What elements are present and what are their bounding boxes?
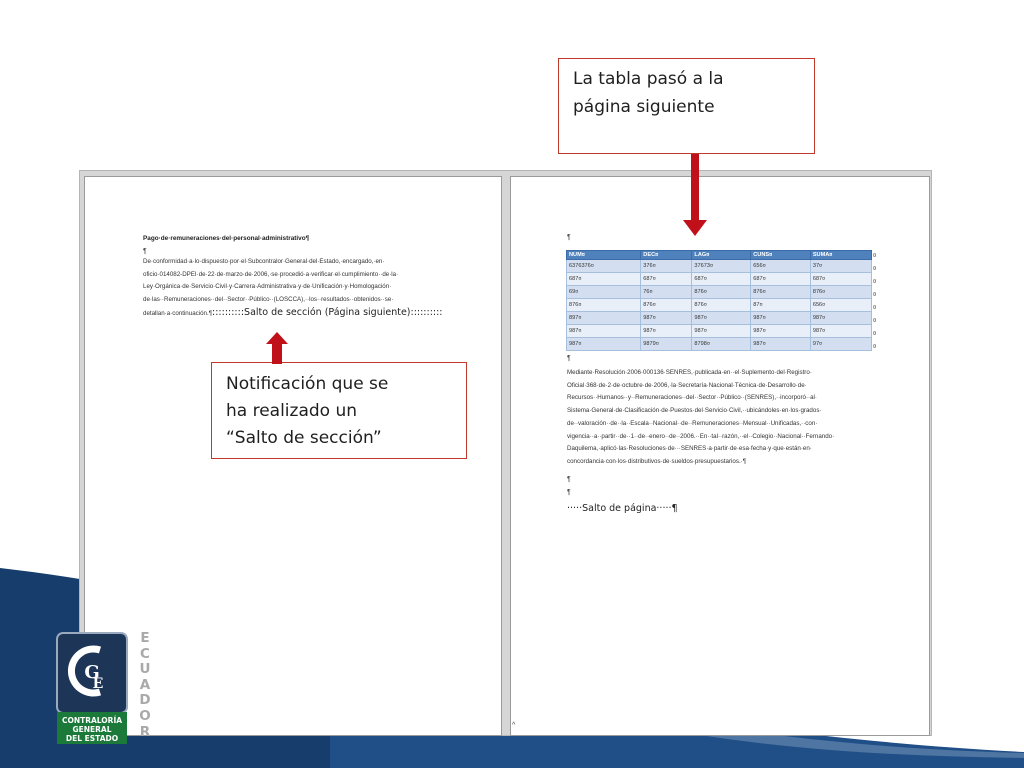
column-header: SUMA¤: [810, 251, 871, 260]
paragraph-line: vigencia··a··partir··de··1··de··enero··de··2006.··En··tal··razón,··el··Colegio··Nacional··Fernando·: [567, 432, 835, 440]
arrow-up-icon: [264, 330, 294, 364]
pilcrow-mark: ¶: [567, 476, 571, 483]
row-end-mark: ¤: [873, 253, 877, 259]
table-row: [567, 299, 872, 312]
table-row: [567, 325, 872, 338]
logo-org-line1: CONTRALORÍA: [61, 716, 123, 725]
paragraph-last-line: [143, 307, 446, 321]
callout-text-line: La tabla pasó a la: [573, 69, 724, 89]
callout-table-moved: [558, 58, 815, 154]
ecuador-letter: U: [139, 661, 151, 678]
row-end-mark: ¤: [873, 331, 877, 337]
ecuador-letter: D: [139, 692, 151, 709]
table-cell: 876¤: [692, 299, 751, 312]
table-cell: 97¤: [810, 338, 871, 351]
logo-org-line2: GENERAL: [72, 725, 112, 734]
ecuador-letter: C: [140, 645, 150, 662]
row-end-mark: ¤: [873, 318, 877, 324]
ecuador-letter: O: [139, 707, 151, 724]
table-cell: 987¤: [810, 312, 871, 325]
paragraph-line: de·las··Remuneraciones··del··Sector··Público··(LOSCCA),··los··resultados··obtenidos··se·: [143, 296, 394, 304]
row-end-mark: ¤: [873, 305, 877, 311]
pilcrow-mark: ¶: [567, 355, 571, 362]
svg-text:G: G: [84, 662, 100, 683]
table-cell: 69¤: [567, 286, 641, 299]
table-cell: 6376376¤: [567, 260, 641, 273]
table-cell: 987¤: [641, 312, 692, 325]
table-cell: 987¤: [567, 325, 641, 338]
table-cell: 876¤: [641, 299, 692, 312]
table-cell: 897¤: [567, 312, 641, 325]
section-break-marker: ::::::::::Salto de sección (Página siguiente)::::::::::: [212, 306, 443, 318]
table-cell: 987¤: [692, 312, 751, 325]
column-header: CUNS¤: [751, 251, 811, 260]
callout-text-line: Notificación que se: [226, 374, 389, 394]
pilcrow-mark: ¶: [567, 234, 571, 241]
table-cell: 987¤: [692, 325, 751, 338]
paragraph-line: Mediante·Resolución·2006·000136·SENRES,·publicada·en··el·Suplemento·del·Registro·: [567, 369, 812, 376]
arrow-down-icon: [680, 154, 710, 238]
pilcrow-mark: ¶: [567, 489, 571, 496]
paragraph-line: oficio·014082-DPEI·de·22·de·marzo·de·2006,·se·procedió·a·verificar·el·cumplimiento··de·la·: [143, 270, 399, 278]
paragraph-text: detallan·a·continuación.¶: [143, 309, 213, 317]
table-end-marks: [873, 250, 876, 354]
paragraph-line: Sistema·General·de·Clasificación·de·Puestos·del·Servicio·Civil,··ubicándoles·en·los·grados·: [567, 407, 822, 415]
table-cell: 376¤: [641, 260, 692, 273]
table-row: [567, 260, 872, 273]
table-cell: 656¤: [751, 260, 811, 273]
table-row: [567, 312, 872, 325]
ecuador-letter: A: [139, 676, 151, 693]
page-break-marker: ·····Salto de página·····¶: [567, 503, 678, 514]
section-heading: Pago·de·remuneraciones·del·personal·administrativo¶: [143, 235, 310, 242]
column-header: NUM¤: [567, 251, 641, 260]
table-cell: 987¤: [751, 338, 811, 351]
pilcrow-mark: ¶: [143, 248, 147, 255]
table-cell: 37¤: [810, 260, 871, 273]
column-header: LAG¤: [692, 251, 751, 260]
table-cell: 987¤: [810, 325, 871, 338]
column-header: DEC¤: [641, 251, 692, 260]
table-cell: 687¤: [567, 273, 641, 286]
table-row: [567, 338, 872, 351]
data-table: [566, 250, 872, 351]
svg-text:E: E: [92, 676, 104, 692]
table-cell: 876¤: [567, 299, 641, 312]
logo-org-line3: DEL ESTADO: [65, 734, 119, 743]
row-end-mark: ¤: [873, 344, 877, 350]
table-cell: 987¤: [751, 312, 811, 325]
paragraph-last-line: concordancia·con·los·distributivos·de·sueldos·presupuestarios.·¶: [567, 457, 747, 465]
table-cell: 687¤: [751, 273, 811, 286]
table-cell: 987¤: [751, 325, 811, 338]
table-cell: 9879¤: [641, 338, 692, 351]
paragraph-line: De·conformidad·a·lo·dispuesto·por·el·Subcontralor·General·del·Estado,·encargado,·en·: [143, 258, 385, 265]
table-cell: 656¤: [810, 299, 871, 312]
callout-text-line: “Salto de sección”: [226, 428, 382, 448]
row-end-mark: ¤: [873, 279, 877, 285]
table-cell: 8798¤: [692, 338, 751, 351]
page-bottom-mark: ^: [512, 722, 516, 729]
contraloria-logo: [56, 632, 128, 746]
paragraph-line: Recursos··Humanos··y··Remuneraciones··del··Sector··Público··(SENRES),··incorporó··al·: [567, 394, 817, 402]
paragraph-line: de··valoración··de··la··Escala··Nacional··de··Remuneraciones··Mensual··Unificadas,··con·: [567, 419, 818, 427]
right-paragraph: [567, 367, 872, 469]
table-row: [567, 273, 872, 286]
left-paragraph: [143, 256, 446, 321]
table-cell: 876¤: [751, 286, 811, 299]
table-cell: 876¤: [692, 286, 751, 299]
callout-section-break: [211, 362, 467, 459]
table-cell: 687¤: [641, 273, 692, 286]
table-header-row: [567, 251, 872, 260]
table-cell: 987¤: [567, 338, 641, 351]
callout-text-line: página siguiente: [573, 97, 715, 117]
ecuador-letter: E: [140, 630, 150, 646]
table-cell: 876¤: [810, 286, 871, 299]
row-end-mark: ¤: [873, 266, 877, 272]
row-end-mark: ¤: [873, 292, 877, 298]
table-row: [567, 286, 872, 299]
ecuador-letter: R: [139, 723, 151, 740]
paragraph-line: Daquilema,·aplicó·las·Resoluciones·de···SENRES·a·partir·de·esa·fecha·y·que·están·en·: [567, 445, 812, 453]
table-cell: 87¤: [751, 299, 811, 312]
table-cell: 687¤: [810, 273, 871, 286]
ecuador-vertical-text: [137, 631, 153, 740]
table-cell: 687¤: [692, 273, 751, 286]
table-cell: 76¤: [641, 286, 692, 299]
callout-text-line: ha realizado un: [226, 401, 358, 421]
table-cell: 987¤: [641, 325, 692, 338]
paragraph-line: Ley·Orgánica·de·Servicio·Civil·y·Carrera·Administrativa·y·de·Unificación·y·Homologación·: [143, 283, 392, 291]
table-cell: 37673¤: [692, 260, 751, 273]
paragraph-line: Oficial·368·de·2·de·octubre·de·2006,·la·Secretaría·Nacional·Técnica·de·Desarrollo·de·: [567, 381, 807, 389]
